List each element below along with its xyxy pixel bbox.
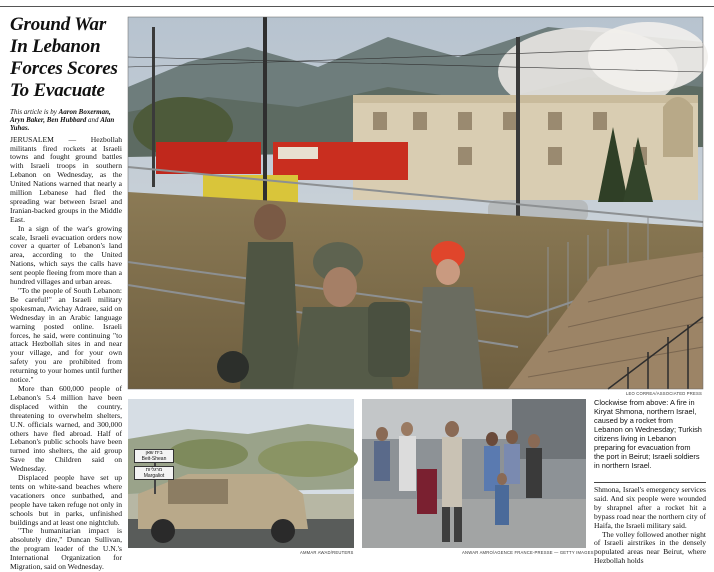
- photo-caption: Clockwise from above: A fire in Kiryat Shmona, northern Israel, caused by a rocket from Lebanon on Wednesday; Turkish citizens living in Lebanon preparing for evacuation from the port in Beirut; Israeli soldiers in northern Israel.: [594, 398, 702, 470]
- sign-text: בית שאן: [145, 450, 163, 456]
- fire-truck: [156, 142, 261, 174]
- paragraph: The volley followed another night of Israeli airstrikes in the densely populated areas near Beirut, where Hezbollah holds: [594, 529, 706, 566]
- paragraph: Displaced people have set up tents on white-sand beaches where vacationers once sunbathed, and people have taken refuge not only in schools but in parks, unfinished buildings and at least one nightclub.: [10, 473, 122, 527]
- headline: [10, 14, 122, 102]
- sign-text: Margaliot: [143, 473, 165, 479]
- article-column: [10, 14, 122, 572]
- dateline: JERUSALEM —: [10, 134, 91, 144]
- photo-credit: AMMAR AWAD/REUTERS: [300, 550, 354, 555]
- caption-divider: [594, 482, 706, 483]
- paragraph: JERUSALEM — Hezbollah militants fired rockets at Israeli towns and fought ground battles with Israeli troops in southern Lebanon on Wednesday, as the United Nations warned that nearly a million Lebanese had fled the spreading war between Israel and Iranian-backed groups in the Middle East.: [10, 134, 122, 224]
- headline-line: Forces Scores: [10, 58, 118, 79]
- evacuation-photo: [362, 399, 586, 548]
- photo-credit: ANWAR AMRO/AGENCE FRANCE-PRESSE — GETTY IMAGES: [462, 550, 594, 555]
- article-continuation: [594, 485, 706, 566]
- soldiers-photo: [128, 399, 354, 548]
- byline-and: and: [86, 116, 101, 125]
- paragraph: Shmona, Israel's emergency services said. And six people were wounded by shrapnel after a rocket hit a bypass road near the northern city of Haifa, the Israeli military said.: [594, 485, 706, 530]
- headline-line: In Lebanon: [10, 36, 101, 57]
- sign-text: Beit-Shean: [141, 456, 167, 462]
- byline-authors: Aaron Boxerman, Aryn Baker, Ben Hubbard: [10, 108, 111, 125]
- headline-line: Ground War: [10, 14, 107, 35]
- headline-line: To Evacuate: [10, 80, 105, 101]
- evacuation-photo-image: [362, 399, 586, 548]
- byline-prefix: This article is by: [10, 108, 59, 116]
- article-body: [10, 136, 122, 572]
- byline: [10, 108, 122, 133]
- top-rule: [0, 6, 714, 7]
- paragraph: In a sign of the war's growing scale, Israeli evacuation orders now cover a quarter of Lebanon's land area, according to the United Nations, which says the calls have sent people fleeing from more than a hundred villages and urban areas.: [10, 223, 122, 287]
- sign-text: מרגליות: [145, 467, 163, 473]
- photo-credit: LEO CORREA/ASSOCIATED PRESS: [625, 391, 702, 396]
- main-photo-image: [128, 17, 703, 389]
- paragraph: "To the people of South Lebanon: Be careful!" an Israeli military spokesman, Avichay Adraee, said on Wednesday in an Arabic language warning posted online. Israeli forces, he said, were continuing "to attack Hezbollah sites in and near your village, and for your own safety you are prohibited from returning to your homes until further notice.": [10, 286, 122, 385]
- road-sign: [134, 449, 174, 489]
- paragraph: More than 600,000 people of Lebanon's 5.4 million have been displaced within the country, threatening to overwhelm shelters, U.N. officials warned, and 300,000 others have fled abroad. Half of Lebanon's public schools have been turned into shelters, the aid group Save the Children said on Wednesday.: [10, 383, 122, 474]
- main-photo: [128, 17, 703, 389]
- paragraph: "The humanitarian impact is absolutely dire," Duncan Sullivan, the program leader of the U.N.'s International Organization for Migration, said on Wednesday.: [10, 526, 122, 572]
- byline-authors: Alan Yuhas.: [10, 116, 115, 133]
